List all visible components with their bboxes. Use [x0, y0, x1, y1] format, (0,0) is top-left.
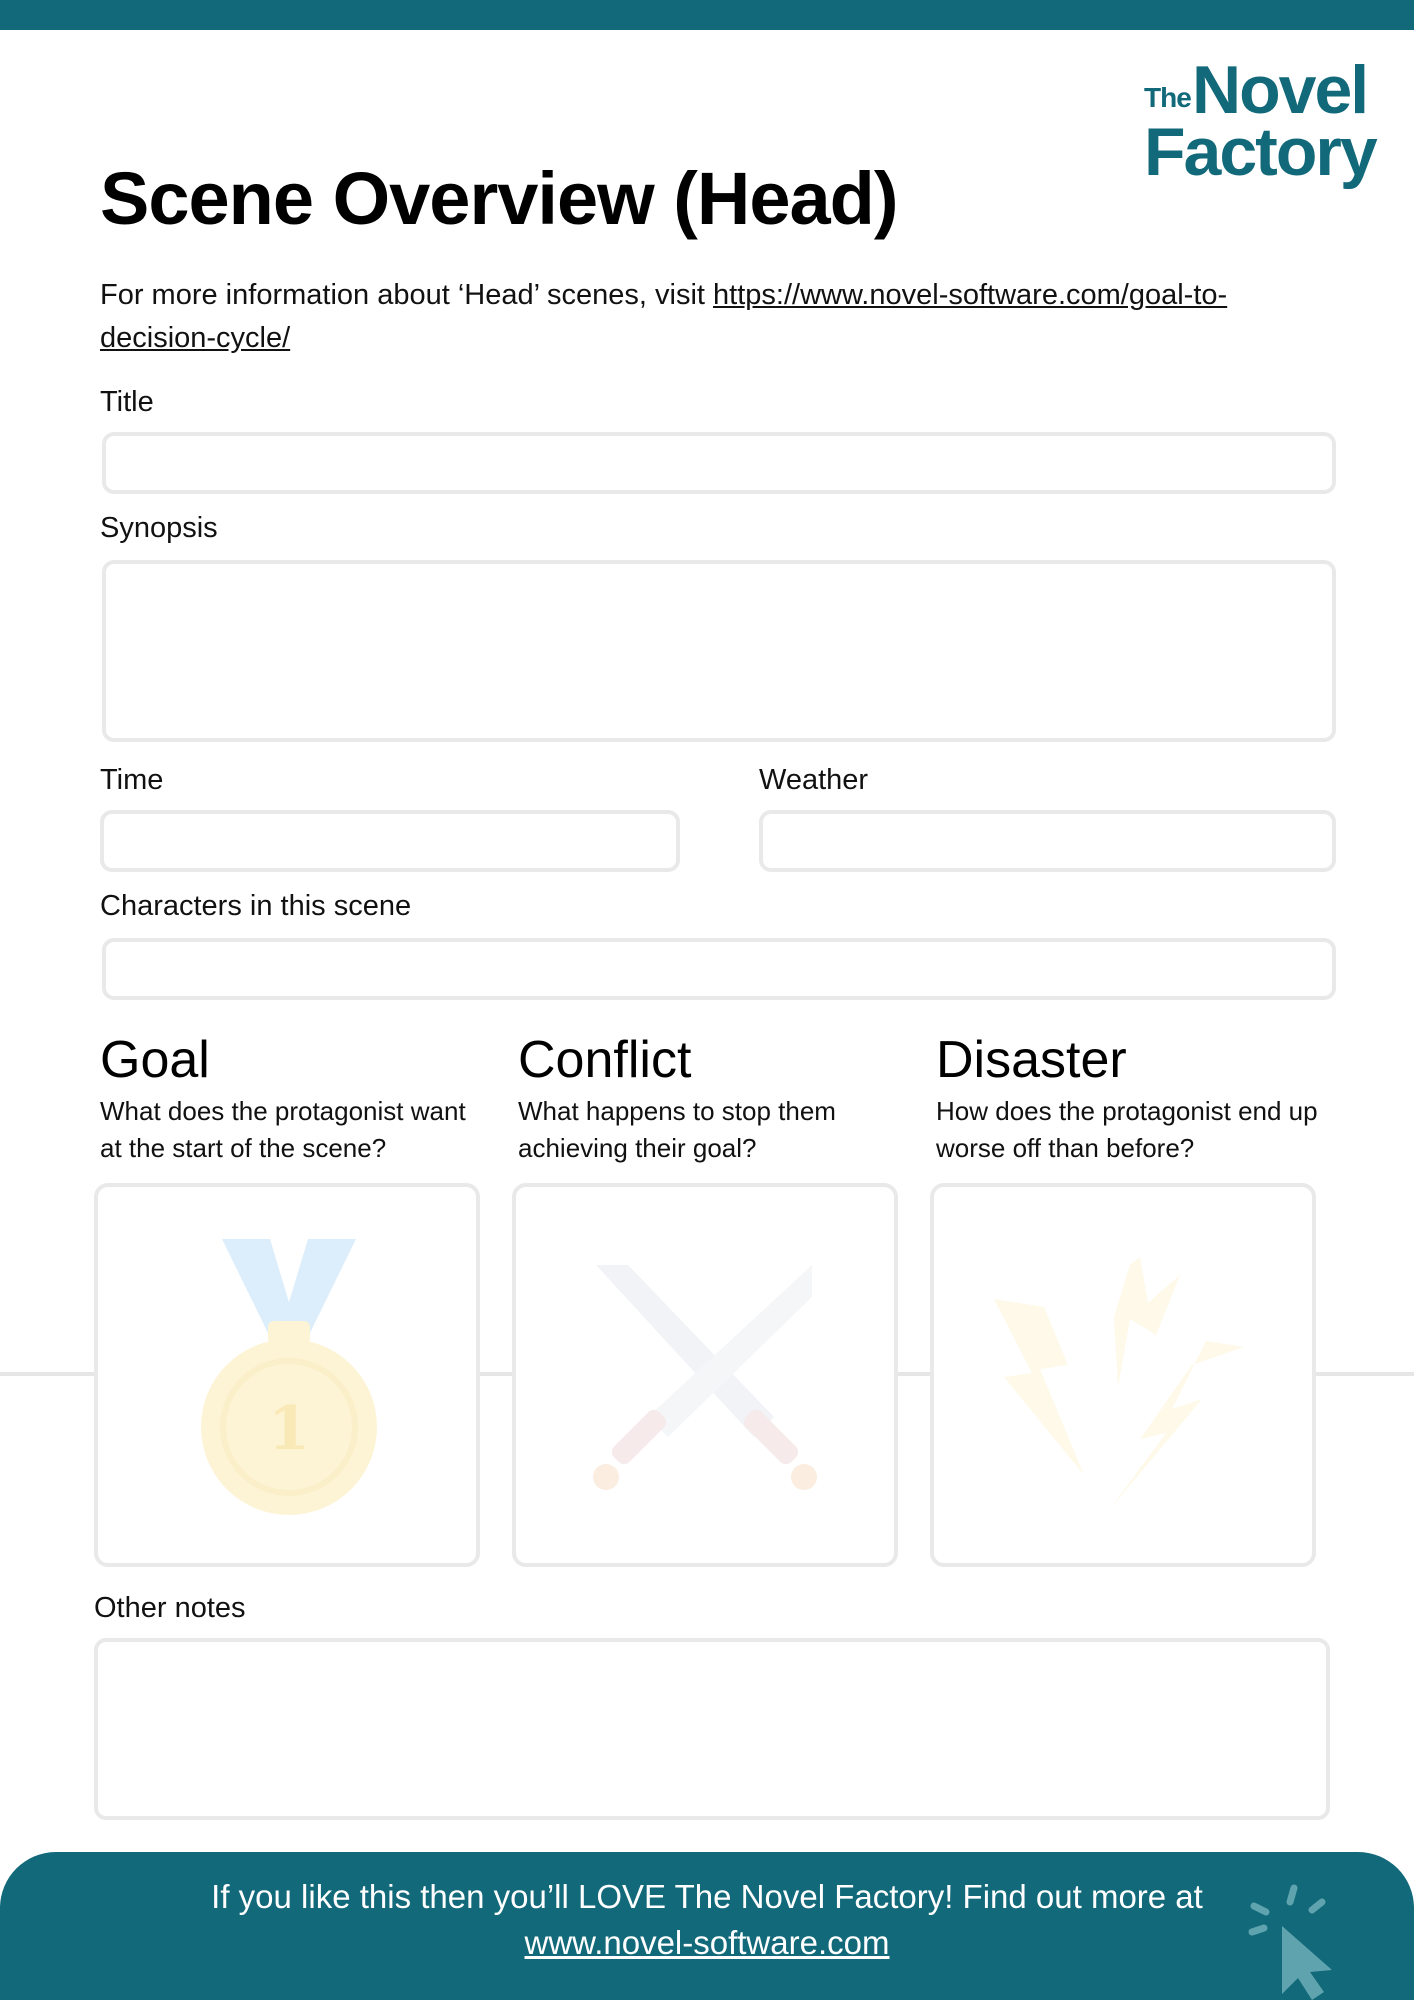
goal-to-decision-link[interactable]: https://www.novel-software.com/goal-to-decision-cycle/ [100, 279, 1228, 354]
footer-text-block [0, 1874, 1414, 1966]
conflict-description: What happens to stop them achieving their goal? [518, 1096, 836, 1163]
intro-text: For more information about ‘Head’ scenes, visit [100, 279, 714, 311]
weather-field[interactable] [759, 810, 1336, 872]
footer-banner [0, 1852, 1414, 2000]
goal-heading: Goal [100, 1031, 210, 1089]
other-notes-label: Other notes [94, 1592, 246, 1624]
weather-label: Weather [759, 764, 869, 796]
title-field[interactable] [102, 432, 1336, 494]
conflict-box[interactable] [512, 1183, 898, 1567]
page-title: Scene Overview (Head) [100, 157, 898, 240]
intro-paragraph [100, 274, 1340, 360]
characters-label: Characters in this scene [100, 890, 412, 922]
cursor-click-icon [1246, 1882, 1356, 2000]
footer-website-link[interactable]: www.novel-software.com [524, 1924, 890, 1961]
goal-box[interactable] [94, 1183, 480, 1567]
disaster-description: How does the protagonist end up worse off than before? [936, 1096, 1318, 1163]
time-field[interactable] [100, 810, 680, 872]
characters-field[interactable] [102, 938, 1336, 1000]
synopsis-label: Synopsis [100, 512, 218, 544]
medal-icon [98, 1187, 476, 1563]
other-notes-field[interactable] [94, 1638, 1330, 1820]
disaster-box[interactable] [930, 1183, 1316, 1567]
conflict-heading: Conflict [518, 1031, 692, 1089]
top-accent-bar [0, 0, 1414, 30]
disaster-heading: Disaster [936, 1031, 1127, 1089]
crossed-swords-icon [516, 1187, 894, 1563]
novel-factory-logo [1142, 52, 1382, 194]
footer-text: If you like this then you’ll LOVE The Novel Factory! Find out more at [211, 1878, 1203, 1915]
title-label: Title [100, 386, 154, 418]
logo-novel: Novel [1192, 52, 1368, 128]
lightning-icon [934, 1187, 1312, 1563]
svg-text:1: 1 [268, 1394, 310, 1464]
logo-factory: Factory [1144, 114, 1376, 190]
time-label: Time [100, 764, 164, 796]
logo-the: The [1144, 82, 1191, 113]
goal-description: What does the protagonist want at the start of the scene? [100, 1096, 466, 1163]
synopsis-field[interactable] [102, 560, 1336, 742]
